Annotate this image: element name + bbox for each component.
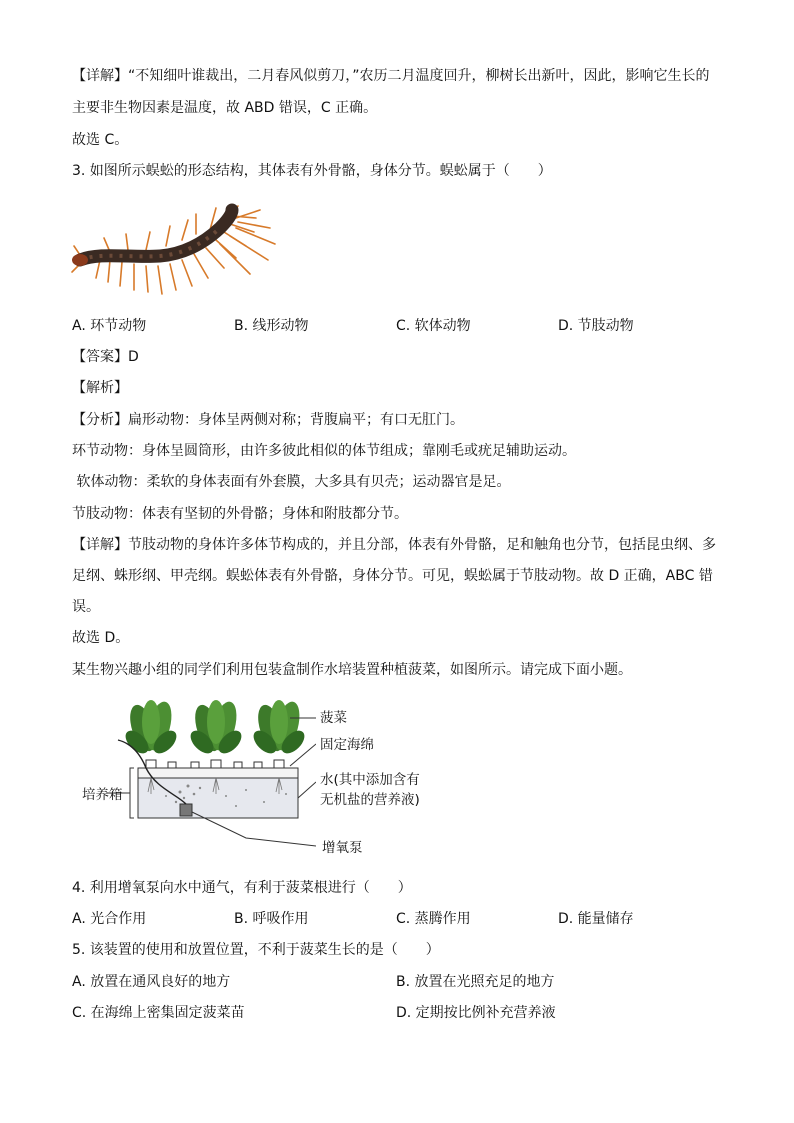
label-spinach: 菠菜 [320, 710, 347, 726]
paragraph-detail-line-2: 主要非生物因素是温度，故 ABD 错误，C 正确。 [72, 100, 378, 116]
analysis-line-4: 节肢动物：体表有坚韧的外骨骼；身体和附肢都分节。 [72, 506, 408, 522]
paragraph-detail-line-1: 【详解】“不知细叶谁裁出，二月春风似剪刀，”农历二月温度回升，柳树长出新叶，因此，影响它生长的 [72, 68, 710, 84]
question-3-stem: 3. 如图所示蜈蚣的形态结构，其体表有外骨骼，身体分节。蜈蚣属于（ ） [72, 163, 552, 179]
analysis-heading: 【解析】 [72, 380, 128, 396]
choice-line-q3: 故选 D。 [72, 630, 130, 646]
label-water-2: 无机盐的营养液) [320, 792, 420, 808]
centipede-image [70, 200, 290, 305]
choice-line: 故选 C。 [72, 132, 129, 148]
label-box: 培养箱 [82, 787, 123, 803]
analysis-line-1: 【分析】扁形动物：身体呈两侧对称；背腹扁平；有口无肛门。 [72, 412, 464, 428]
label-pump: 增氧泵 [322, 840, 363, 856]
answer-line: 【答案】D [72, 349, 139, 365]
q5-option-C: C. 在海绵上密集固定菠菜苗 [72, 1005, 245, 1021]
detail-line-2: 足纲、蛛形纲、甲壳纲。蜈蚣体表有外骨骼，身体分节。可见，蜈蚣属于节肢动物。故 D 正确，ABC 错 [72, 568, 713, 584]
q5-option-B: B. 放置在光照充足的地方 [396, 974, 555, 990]
option-A: A. 环节动物 [72, 318, 147, 334]
q4-option-B: B. 呼吸作用 [234, 911, 309, 927]
option-B: B. 线形动物 [234, 318, 309, 334]
q5-option-A: A. 放置在通风良好的地方 [72, 974, 231, 990]
detail-line-3: 误。 [72, 599, 100, 615]
intro-text: 某生物兴趣小组的同学们利用包装盒制作水培装置种植菠菜，如图所示。请完成下面小题。 [72, 662, 632, 678]
detail-line-1: 【详解】节肢动物的身体许多体节构成的，并且分部，体表有外骨骼，足和触角也分节，包括昆虫纲、多 [72, 537, 716, 553]
q4-option-D: D. 能量储存 [558, 911, 634, 927]
label-water-1: 水(其中添加含有 [320, 772, 420, 788]
question-4-stem: 4. 利用增氧泵向水中通气，有利于菠菜根进行（ ） [72, 880, 412, 896]
option-C: C. 软体动物 [396, 318, 471, 334]
option-D: D. 节肢动物 [558, 318, 634, 334]
hydroponic-diagram [76, 698, 316, 868]
analysis-line-2: 环节动物：身体呈圆筒形，由许多彼此相似的体节组成；靠刚毛或疣足辅助运动。 [72, 443, 576, 459]
spinach-plants [121, 699, 308, 758]
analysis-line-3: 软体动物：柔软的身体表面有外套膜，大多具有贝壳；运动器官是足。 [72, 474, 511, 490]
q4-option-C: C. 蒸腾作用 [396, 911, 471, 927]
q5-option-D: D. 定期按比例补充营养液 [396, 1005, 556, 1021]
question-5-stem: 5. 该装置的使用和放置位置，不利于菠菜生长的是（ ） [72, 942, 440, 958]
label-sponge: 固定海绵 [320, 737, 374, 753]
q4-option-A: A. 光合作用 [72, 911, 147, 927]
